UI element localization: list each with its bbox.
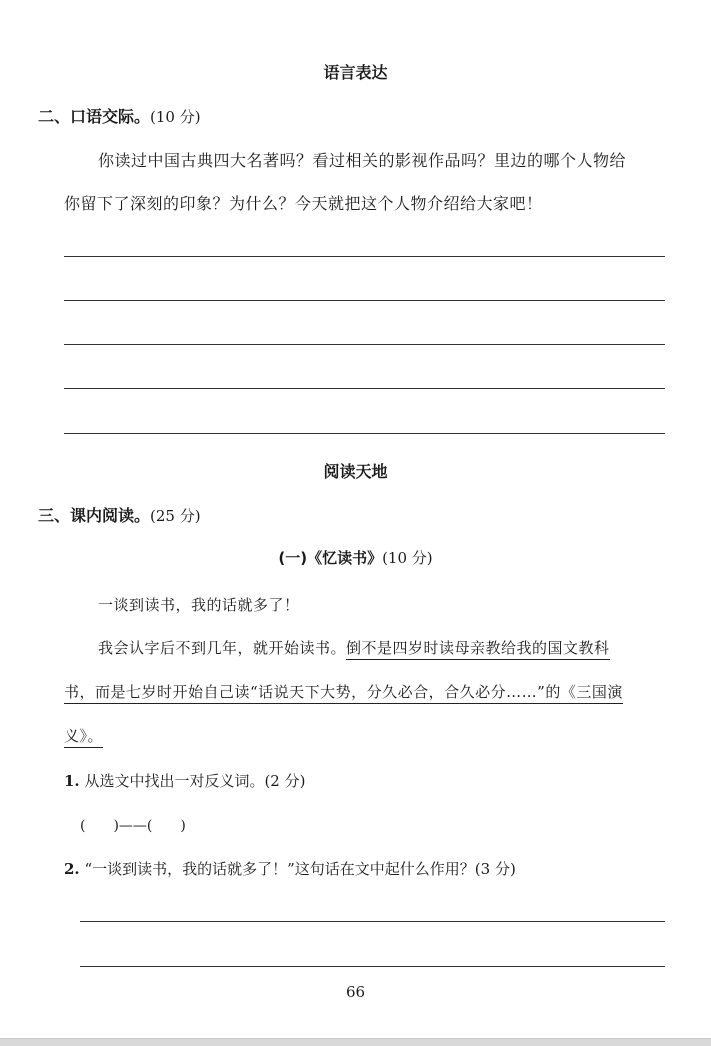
passage-text: 我会认字后不到几年，就开始读书。 [98, 639, 347, 657]
sub-question-2-text: “一谈到读书，我的话就多了！”这句话在文中起什么作用？(3 分) [84, 860, 516, 878]
sub-question-1-text: 从选文中找出一对反义词。(2 分) [84, 772, 306, 790]
answer-line[interactable] [64, 256, 665, 257]
question-3-label: 三、课内阅读。 [38, 506, 151, 525]
question-3-points: (25 分) [150, 507, 201, 525]
passage-points: (10 分) [382, 549, 433, 567]
answer-line[interactable] [80, 921, 665, 922]
page-number: 66 [345, 983, 366, 1001]
underlined-passage-text: 倒不是四岁时读母亲教给我的国文教科 [346, 639, 610, 660]
question-2-points: (10 分) [150, 108, 201, 126]
answer-line[interactable] [80, 966, 665, 967]
section-title-expression: 语言表达 [323, 63, 388, 82]
passage-paragraph-1: 一谈到读书，我的话就多了！ [98, 596, 300, 614]
section-title-reading: 阅读天地 [323, 462, 388, 481]
passage-paragraph-4 [64, 725, 103, 746]
passage-heading [0, 547, 711, 568]
answer-line[interactable] [64, 300, 665, 301]
underlined-passage-text: 义》。 [64, 727, 103, 748]
question-2-heading [38, 104, 201, 127]
answer-line[interactable] [64, 344, 665, 345]
sub-question-1-number: 1. [64, 772, 80, 790]
antonym-answer-blank[interactable]: ( )——( ) [80, 818, 186, 834]
passage-title: (一)《忆读书》 [278, 549, 383, 567]
question-3-heading [38, 503, 201, 526]
question-2-label: 二、口语交际。 [38, 107, 151, 126]
question-2-prompt-line-1: 你读过中国古典四大名著吗？看过相关的影视作品吗？里边的哪个人物给 [98, 151, 627, 170]
question-2-prompt-line-2: 你留下了深刻的印象？为什么？今天就把这个人物介绍给大家吧！ [64, 194, 543, 213]
passage-paragraph-2 [98, 637, 610, 658]
sub-question-2-number: 2. [64, 860, 80, 878]
sub-question-1 [64, 770, 305, 791]
underlined-passage-text: 书，而是七岁时开始自己读“话说天下大势，分久必合，合久必分……”的《三国演 [64, 683, 623, 704]
passage-paragraph-3 [64, 681, 623, 702]
answer-line[interactable] [64, 433, 665, 434]
answer-line[interactable] [64, 388, 665, 389]
sub-question-2 [64, 858, 516, 879]
